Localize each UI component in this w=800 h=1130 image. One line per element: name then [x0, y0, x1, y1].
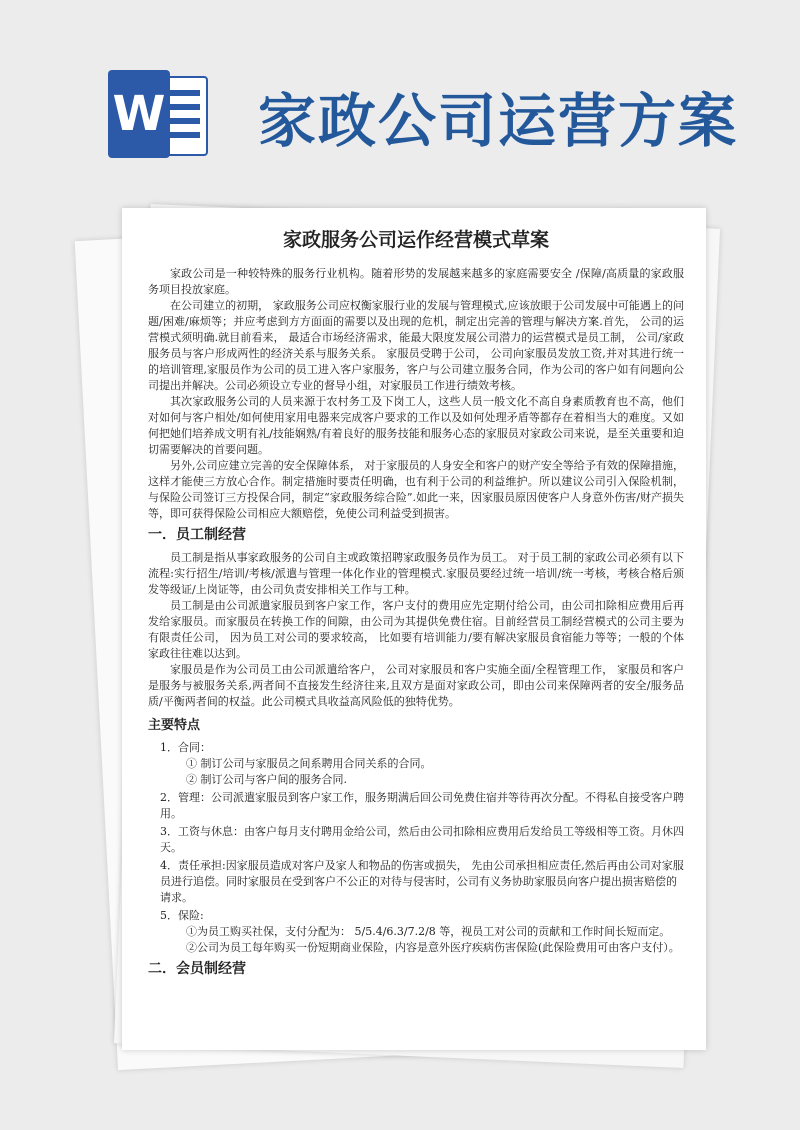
feature-item-management: [160, 790, 684, 822]
feature-label: 4．责任承担:因家服员造成对客户及家人和物品的伤害或损失， 先由公司承担相应责任,然后再由公司对家服员进行追偿。同时家服员在受到客户不公正的对待与侵害时，公司有义务协助家服员向客户提出损害赔偿的请求。: [160, 859, 684, 904]
employee-paragraph-3: 家服员是作为公司员工由公司派遣给客户， 公司对家服员和客户实施全面/全程管理工作， 家服员和客户是服务与被服务关系,两者间不直接发生经济往来,且双方是面对家政公司，即由公司来保障两者的安全/服务品质/平衡两者间的权益。此公司模式具收益高风险低的独特优势。: [148, 663, 684, 708]
employee-paragraph-2: 员工制是由公司派遣家服员到客户家工作，客户支付的费用应先定期付给公司，由公司扣除相应费用后再发给家服员。而家服员在转换工作的间隙，由公司为其提供免费住宿。目前经营员工制经营模式的公司主要为有限责任公司， 因为员工对公司的要求较高， 比如要有培训能力/要有解决家服员食宿能力等等；一般的个体家政往往难以达到。: [148, 599, 684, 660]
intro-paragraph-2: 在公司建立的初期， 家政服务公司应权衡家服行业的发展与管理模式,应该放眼于公司发展中可能遇上的问题/困难/麻烦等；并应考虑到方方面面的需要以及出现的危机，制定出完善的管理与解决方案.首先， 公司的运营模式须明确.就目前看来， 最适合市场经济需求，能最大限度发展公司潜力的运营模式是员工制， 公司/家政服务员与客户形成两性的经济关系与服务关系。 家服员受聘于公司， 公司向家服员发放工资,并对其进行统一的培训管理,家服员作为公司的员工进入客户家服务，客户与公司建立服务合同，作为公司的客户如有问题向公司提出并解决。公司必须设立专业的督导小组，对家服员工作进行绩效考核。: [148, 299, 684, 392]
feature-label: 5．保险:: [160, 909, 204, 922]
feature-label: 1．合同：: [160, 741, 211, 754]
banner: [0, 0, 800, 190]
intro-paragraph-3: 其次家政服务公司的人员来源于农村务工及下岗工人，这些人员一般文化不高自身素质教育也不高，他们对如何与客户相处/如何使用家用电器来完成客户要求的工作以及如何处理矛盾等都存在着相当大的难度。又如何把她们培养成文明有礼/技能娴熟/有着良好的服务技能和服务心态的家服员对家政公司来说，是至关重要和迫切需要解决的首要问题。: [148, 395, 684, 456]
feature-item-insurance: [160, 908, 684, 956]
intro-paragraph-4: 另外,公司应建立完善的安全保障体系， 对于家服员的人身安全和客户的财产安全等给予有效的保障措施，这样才能使三方放心合作。制定措施时要责任明确，也有利于公司的利益维护。所以建议公司引入保险机制，与保险公司签订三方投保合同，制定“家政服务综合险”.如此一来，因家服员原因使客户人身意外伤害/财产损失等，即可获得保险公司相应大额赔偿，免使公司利益受到损害。: [148, 459, 684, 520]
intro-paragraph-1: 家政公司是一种较特殊的服务行业机构。随着形势的发展越来越多的家庭需要安全 /保障/高质量的家政服务项目投放家庭。: [148, 267, 684, 296]
banner-title: 家政公司运营方案: [258, 87, 739, 155]
feature-item-contract: [160, 740, 684, 788]
feature-item-salary: [160, 824, 684, 856]
features-heading: 主要特点: [148, 718, 201, 733]
feature-subitem: ② 制订公司与客户间的服务合同.: [186, 773, 347, 786]
word-document-icon: [108, 70, 208, 160]
feature-label: 3．工资与休息：由客户每月支付聘用金给公司，然后由公司扣除相应费用后发给员工等级相等工资。月休四天。: [160, 825, 684, 854]
document-page: [122, 208, 706, 1050]
document-body: [148, 226, 684, 984]
section-heading-membership: 二．会员制经营: [148, 961, 246, 977]
feature-item-liability: [160, 858, 684, 906]
document-title: 家政服务公司运作经营模式草案: [282, 229, 549, 251]
word-w-letter: W: [108, 70, 170, 158]
section-heading-employee: 一．员工制经营: [148, 527, 246, 543]
feature-subitem: ①为员工购买社保，支付分配为： 5/5.4/6.3/7.2/8 等，视员工对公司的贡献和工作时间长短而定。: [186, 925, 671, 938]
feature-subitem: ②公司为员工每年购买一份短期商业保险，内容是意外医疗疾病伤害保险(此保险费用可由客户支付）。: [186, 941, 680, 954]
feature-label: 2．管理：公司派遣家服员到客户家工作，服务期满后回公司免费住宿并等待再次分配。不得私自接受客户聘用。: [160, 791, 684, 820]
employee-paragraph-1: 员工制是指从事家政服务的公司自主或政策招聘家政服务员作为员工。 对于员工制的家政公司必须有以下流程:实行招生/培训/考核/派遣与管理一体化作业的管理模式.家服员要经过统一培训/统一考核，考核合格后颁发等级证/上岗证等，由公司负责安排相关工作与工种。: [148, 551, 684, 596]
feature-subitem: ① 制订公司与家服员之间系聘用合同关系的合同。: [186, 757, 432, 770]
